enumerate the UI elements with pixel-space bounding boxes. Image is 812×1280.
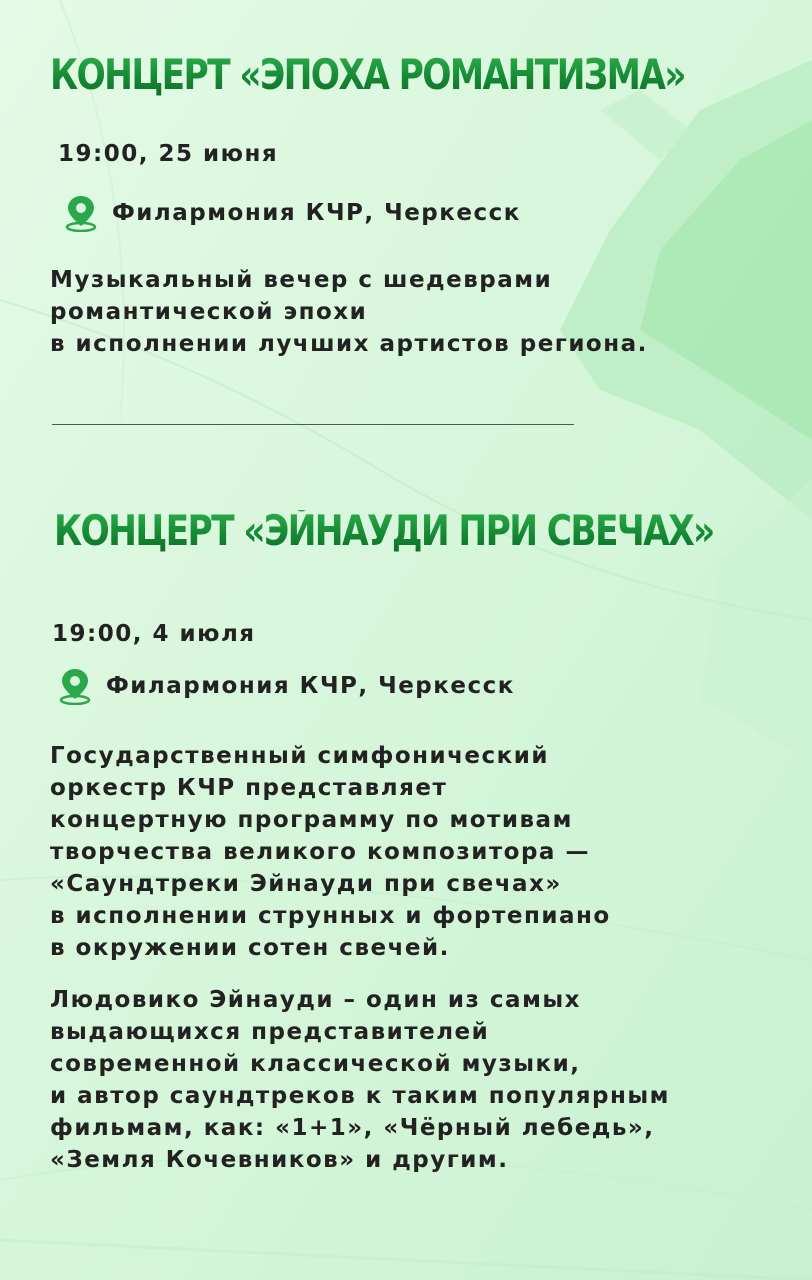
location-text-1: Филармония КЧР, Черкесск <box>112 200 521 226</box>
location-pin-icon <box>64 194 98 232</box>
event-datetime-2: 19:00, 4 июля <box>52 621 256 647</box>
location-pin-icon <box>58 667 92 705</box>
event-description-2: Государственный симфонический оркестр КЧР представляет концертную программу по мотивам творчества великого композитора — «Саундтреки Эйнауди при свечах» в исполнении струнных и фортепиано в окружении сотен свечей. <box>50 743 611 961</box>
event-description-1: Музыкальный вечер с шедеврами романтической эпохи в исполнении лучших артистов региона. <box>50 267 648 357</box>
event-datetime-1: 19:00, 25 июня <box>58 141 279 167</box>
section-divider <box>52 424 574 425</box>
event-location-1 <box>64 194 521 232</box>
location-text-2: Филармония КЧР, Черкесск <box>106 673 515 699</box>
event-title-1: КОНЦЕРТ «ЭПОХА РОМАНТИЗМА» <box>50 50 685 99</box>
event-title-2: КОНЦЕРТ «ЭЙНАУДИ ПРИ СВЕЧАХ» <box>54 506 714 555</box>
event-description-2b: Людовико Эйнауди – один из самых выдающихся представителей современной классической музыки, и автор саундтреков к таким популярным фильмам, как: «1+1», «Чёрный лебедь», «Земля Кочевников» и другим. <box>50 987 670 1173</box>
event-location-2 <box>58 667 515 705</box>
